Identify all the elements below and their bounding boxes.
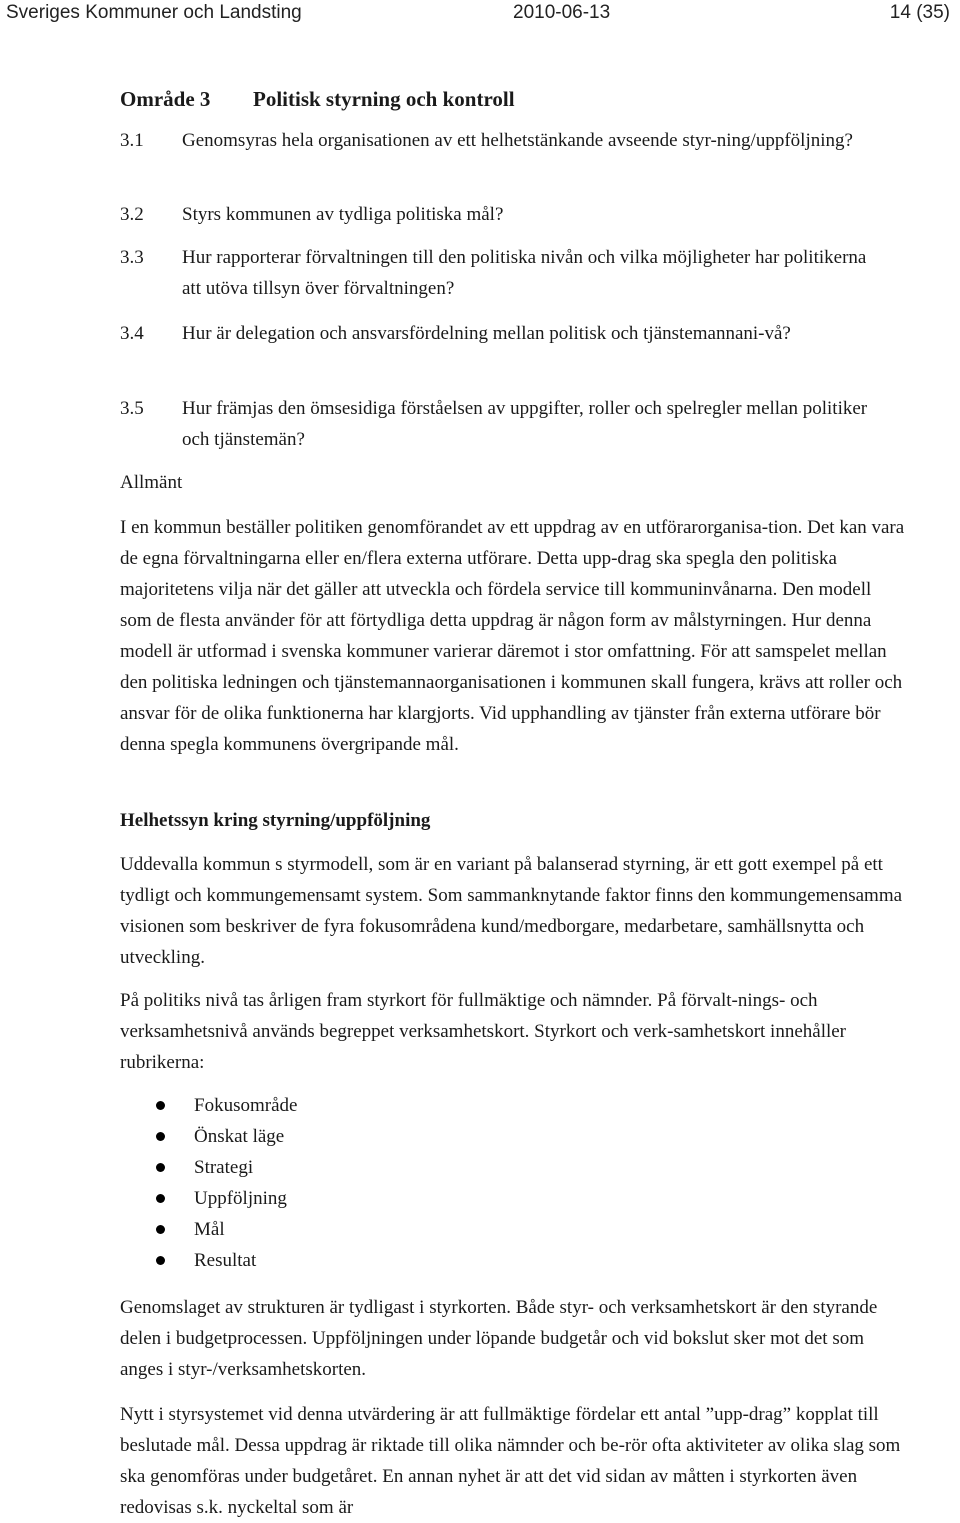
question-item	[120, 125, 880, 156]
question-item	[120, 318, 880, 349]
header-date: 2010-06-13	[513, 2, 611, 23]
helhetssyn-paragraph-2: På politiks nivå tas årligen fram styrkort för fullmäktige och nämnder. På förvalt-nings- och verksamhetsnivå används begreppet verksamhetskort. Styrkort och verk-samhetskort innehåller rubrikerna:	[120, 990, 847, 1073]
question-number: 3.1	[120, 130, 144, 151]
bullet-icon	[156, 1132, 165, 1141]
question-item	[120, 199, 880, 230]
section-number: Område 3	[120, 87, 211, 111]
question-number: 3.5	[120, 398, 144, 419]
helhetssyn-paragraph-4: Nytt i styrsystemet vid denna utvärdering är att fullmäktige fördelar ett antal ”upp-drag” kopplat till beslutade mål. Dessa uppdrag är riktade till olika nämnder och be-rör ofta aktiviteter av olika slag som ska genomföras under budgetåret. En annan nyhet är att det vid sidan av måtten i styrkorten även redovisas s.k. nyckeltal som är	[120, 1404, 901, 1518]
header-organization: Sveriges Kommuner och Landsting	[6, 2, 302, 23]
helhetssyn-paragraph-3: Genomslaget av strukturen är tydligast i styrkorten. Både styr- och verksamhetskort är den styrande delen i budgetprocessen. Uppföljningen under löpande budgetår och vid bokslut sker mot det som anges i styr-/verksamhetskorten.	[120, 1297, 878, 1380]
question-item	[120, 242, 880, 304]
bullet-icon	[156, 1225, 165, 1234]
list-item	[120, 1090, 297, 1121]
list-item	[120, 1183, 297, 1214]
question-text: Styrs kommunen av tydliga politiska mål?	[182, 204, 504, 225]
bullet-icon	[156, 1163, 165, 1172]
page-header	[0, 0, 960, 26]
section-heading	[120, 84, 515, 115]
list-item-text: Strategi	[194, 1157, 254, 1178]
list-item-text: Önskat läge	[194, 1126, 285, 1147]
question-text: Hur är delegation och ansvarsfördelning mellan politisk och tjänstemannani-vå?	[182, 323, 791, 344]
list-item-text: Uppföljning	[194, 1188, 287, 1209]
bullet-icon	[156, 1256, 165, 1265]
list-item-text: Fokusområde	[194, 1095, 298, 1116]
helhetssyn-paragraph-1: Uddevalla kommun s styrmodell, som är en variant på balanserad styrning, är ett gott exempel på ett tydligt och kommungemensamt system. Som sammanknytande faktor finns den kommungemensamma visionen som beskriver de fyra fokusområdena kund/medborgare, medarbetare, samhällsnytta och utveckling.	[120, 854, 903, 968]
list-item-text: Resultat	[194, 1250, 257, 1271]
question-item	[120, 393, 880, 455]
question-number: 3.4	[120, 323, 144, 344]
header-page-number: 14 (35)	[889, 2, 950, 23]
list-item	[120, 1214, 297, 1245]
section-title: Politisk styrning och kontroll	[253, 87, 515, 111]
question-number: 3.2	[120, 204, 144, 225]
question-text: Hur rapporterar förvaltningen till den politiska nivån och vilka möjligheter har politikerna att utöva tillsyn över förvaltningen?	[182, 247, 867, 299]
question-text: Hur främjas den ömsesidiga förståelsen av uppgifter, roller och spelregler mellan politiker och tjänstemän?	[182, 398, 868, 450]
bullet-icon	[156, 1101, 165, 1110]
bullet-icon	[156, 1194, 165, 1203]
list-item	[120, 1152, 297, 1183]
list-item	[120, 1121, 297, 1152]
list-item	[120, 1245, 297, 1276]
rubrik-list	[120, 1090, 297, 1276]
list-item-text: Mål	[194, 1219, 225, 1240]
allmant-paragraph: I en kommun beställer politiken genomförandet av ett uppdrag av en utförarorganisa-tion. Det kan vara de egna förvaltningarna eller en/flera externa utförare. Detta upp-drag ska spegla den politiska majoritetens vilja när det gäller att utveckla och fördela service till kommuninvånarna. Den modell som de flesta använder för att förtydliga detta uppdrag är någon form av målstyrningen. Hur denna modell är utformad i svenska kommuner varierar däremot i stor omfattning. För att samspelet mellan den politiska ledningen och tjänstemannaorganisationen i kommunen skall fungera, krävs att roller och ansvar för de olika funktionerna har klargjorts. Vid upphandling av tjänster från externa utförare bör denna spegla kommunens övergripande mål.	[120, 517, 905, 755]
question-text: Genomsyras hela organisationen av ett helhetstänkande avseende styr-ning/uppföljning?	[182, 130, 853, 151]
helhetssyn-heading: Helhetssyn kring styrning/uppföljning	[120, 810, 431, 831]
allmant-heading: Allmänt	[120, 472, 183, 493]
question-number: 3.3	[120, 247, 144, 268]
